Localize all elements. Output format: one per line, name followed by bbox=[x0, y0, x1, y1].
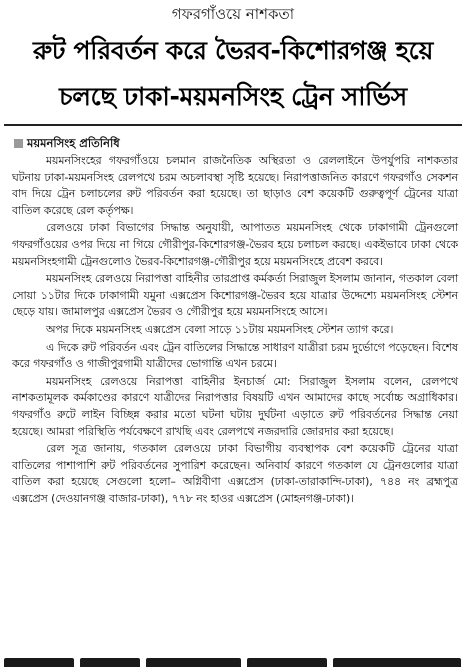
paragraph-3: ময়মনসিংহ রেলওয়ে নিরাপত্তা বাহিনীর তারপ্রাপ্ত কর্মকর্তা সিরাজুল ইসলাম জানান, গতকাল বেলা সোয়া ১১টার দিকে ঢাকাগামী যমুনা এক্সপ্রেস কিশোরগঞ্জ-ভৈরব হয়ে যাত্রার উদ্দেশ্যে ময়মনসিংহ স্টেশন ছেড়ে যায়। জামালপুর এক্সপ্রেস ভৈরব ও গৌরীপুর হয়ে ময়মনসিংহে আসে। bbox=[12, 272, 458, 319]
paragraph-7: রেল সূত্র জানায়, গতকাল রেলওয়ে ঢাকা বিভাগীয় ব্যবস্থাপক বেশ কয়েকটি ট্রেনের যাত্রা বাতিলের পাশাপাশি রুট পরিবর্তনের সুপারিশ করেছেন। অনিবার্য কারণে গতকাল যে ট্রেনগুলোর যাত্রা বাতিল করা হয়েছে সেগুলো হলো– অগ্নিবীণা এক্সপ্রেস (ঢাকা-তারাকান্দি-ঢাকা), ৭৪৪ নং ব্রহ্মপুত্র এক্সপ্রেস (দেওয়ানগঞ্জ বাজার-ঢাকা), ৭৭৮ নং হাওর এক্সপ্রেস (মোহনগঞ্জ-ঢাকা)। bbox=[12, 442, 458, 505]
paragraph-4: অপর দিকে ময়মনসিংহ এক্সপ্রেস বেলা সাড়ে ১১টায় ময়মনসিংহ স্টেশন ত্যাগ করে। bbox=[46, 322, 394, 336]
article-kicker: গফরগাঁওয়ে নাশকতা bbox=[171, 5, 295, 23]
headline-divider bbox=[4, 124, 462, 126]
byline bbox=[14, 136, 454, 151]
paragraph-2: রেলওয়ে ঢাকা বিভাগের সিদ্ধান্ত অনুযায়ী, আপাতত ময়মনসিংহ থেকে ঢাকাগামী ট্রেনগুলো গফরগাঁওয়ের ওপর দিয়ে না গিয়ে গৌরীপুর-কিশোরগঞ্জ-ভৈরব হয়ে চলাচল করছে। একইভাবে ঢাকা থেকে ময়মনসিংহগামী ট্রেনগুলোও ভৈরব-কিশোরগঞ্জ-গৌরীপুর হয়ে ময়মনসিংহে প্রবেশ করবে। bbox=[12, 221, 458, 268]
article-headline bbox=[4, 28, 462, 120]
headline-line-2: চলছে ঢাকা-ময়মনসিংহ ট্রেন সার্ভিস bbox=[59, 82, 407, 111]
headline-line-1: রুট পরিবর্তন করে ভৈরব-কিশোরগঞ্জ হয়ে bbox=[32, 36, 434, 65]
article-body bbox=[12, 153, 458, 508]
byline-bullet-icon bbox=[14, 139, 23, 148]
paragraph-5: এ দিকে রুট পরিবর্তন এবং ট্রেন বাতিলের সিদ্ধান্তে সাধারণ যাত্রীরা চরম দুর্ভোগে পড়েছেন। বিশেষ করে গফরগাঁও ও গাজীপুরগামী যাত্রীদের ভোগান্তি এখন চরমে। bbox=[12, 340, 458, 371]
paragraph-6: ময়মনসিংহ রেলওয়ে নিরাপত্তা বাহিনীর ইনচার্জ মো: সিরাজুল ইসলাম বলেন, রেলপথে নাশকতামূলক কর্মকাণ্ডের কারণে যাত্রীদের নিরাপত্তার বিষয়টি এখন আমাদের কাছে সর্বোচ্চ অগ্রাধিকার। গফরগাঁও রুটে লাইন বিচ্ছিন্ন করার মতো ঘটনা ঘটায় দুর্ঘটনা এড়াতে রুট পরিবর্তনের সিদ্ধান্ত নেয়া হয়েছে। আমরা পরিস্থিতি পর্যবেক্ষণে রাখছি এবং রেলপথে নজরদারি জোরদার করা হয়েছে। bbox=[12, 374, 458, 438]
paragraph-1: ময়মনসিংহের গফরগাঁওয়ে চলমান রাজনৈতিক অস্থিরতা ও রেললাইনে উপর্যুপরি নাশকতার ঘটনায় ঢাকা-ময়মনসিংহ রেলপথে চরম অচলাবস্থা সৃষ্টি হয়েছে। নিরাপত্তাজনিত কারণে গফরগাঁও সেকশন বাদ দিয়ে ট্রেন চলাচলের রুট পরিবর্তন করা হয়েছে। তা ছাড়াও বেশ কয়েকটি গুরুত্বপূর্ণ ট্রেনের যাত্রা বাতিল করেছে রেল কর্তৃপক্ষ। bbox=[12, 154, 458, 217]
byline-text: ময়মনসিংহ প্রতিনিধি bbox=[27, 136, 120, 150]
cropped-next-article-strip bbox=[0, 656, 466, 667]
